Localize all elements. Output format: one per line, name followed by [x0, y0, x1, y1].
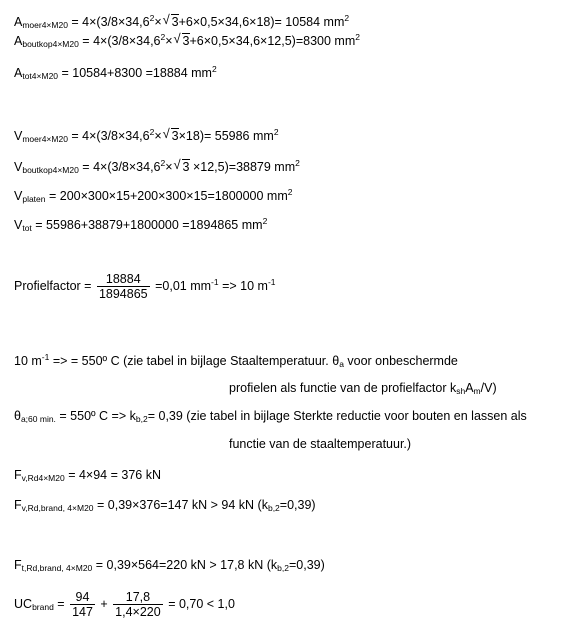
shear-resistance-fire-line: $F_{v,Rd,brand, 4\times M20} = 0,39\times 376=147$ kN > 94 kN $(k_{b,2}=0,39)$ — [14, 498, 316, 513]
area-moer-line: $A_{moer4\times M20} = 4\times(3/8\times 34,6^2\times$ √ 3+6×0,5×34,6×18)= 10584 $mm^2$ — [14, 12, 350, 30]
tension-resistance-fire-line: $F_{t,Rd,brand, 4\times M20} = 0,39\times 564=220$ kN > 17,8 kN $(k_{b,2}=0,39)$ — [14, 558, 325, 573]
area-total-line: $A_{tot4\times M20} = 10584+8300 =18884$ $mm^2$ — [14, 64, 217, 81]
fraction: $\frac{18884}{1894865}$ — [98, 272, 148, 301]
volume-moer-line: $V_{moer4\times M20} = 4\times(3/8\times 34,6^2\times$ √ 3×18)= 55986 $mm^2$ — [14, 126, 279, 144]
sqrt-symbol: √ 3 — [162, 12, 179, 29]
temperature-continuation-line: profielen als functie van de profielfactor $k_{sh}A_m/V$) — [229, 381, 497, 396]
shear-resistance-line: $F_{v,Rd4\times M20} = 4\times 94 = 376$ kN — [14, 468, 161, 483]
reduction-factor-line: $\theta_{a;60 min.}$ = 550º $C => k_{b,2}= 0,39$ (zie tabel in bijlage Sterkte reductie voor bouten en lassen als — [14, 409, 527, 424]
profielfactor-line: Profielfactor = $\frac{18884}{1894865}$ =0,01 $mm^{-1} => 10$ $m^{-1}$ — [14, 272, 276, 301]
area-boutkop-line: $A_{boutkop4\times M20} = 4\times(3/8\times 34,6^2\times$ √ 3+6×0,5×34,6×12,5)=8300 $mm^2$ — [14, 31, 360, 49]
sqrt-symbol: √ 3 — [173, 31, 190, 48]
sqrt-symbol: √ 3 — [162, 126, 179, 143]
volume-platen-line: $V_{platen} = 200\times 300\times 15+200\times 300\times 15=1800000$ $mm^2$ — [14, 187, 293, 204]
volume-total-line: $V_{tot} = 55986+38879+1800000 =1894865$ $mm^2$ — [14, 216, 268, 233]
sqrt-symbol: √ 3 — [173, 157, 190, 174]
volume-boutkop-line: $V_{boutkop4\times M20} = 4\times(3/8\times 34,6^2\times$ √ 3 ×12,5)=38879 $mm^2$ — [14, 157, 300, 175]
fraction: $\frac{17,8}{1,4\times 220}$ — [115, 590, 161, 619]
temperature-line: 10 $m^{-1}$ => = 550º C (zie tabel in bijlage Staaltemperatuur. $\theta_a$ voor onbeschermde — [14, 352, 458, 369]
unity-check-line: $UC_{brand}$ = $\frac{94}{147}$ + $\frac{17,8}{1,4\times 220}$ = 0,70 < 1,0 — [14, 590, 235, 619]
reduction-factor-continuation-line: functie van de staaltemperatuur.) — [229, 437, 412, 451]
fraction: $\frac{94}{147}$ — [72, 590, 93, 619]
